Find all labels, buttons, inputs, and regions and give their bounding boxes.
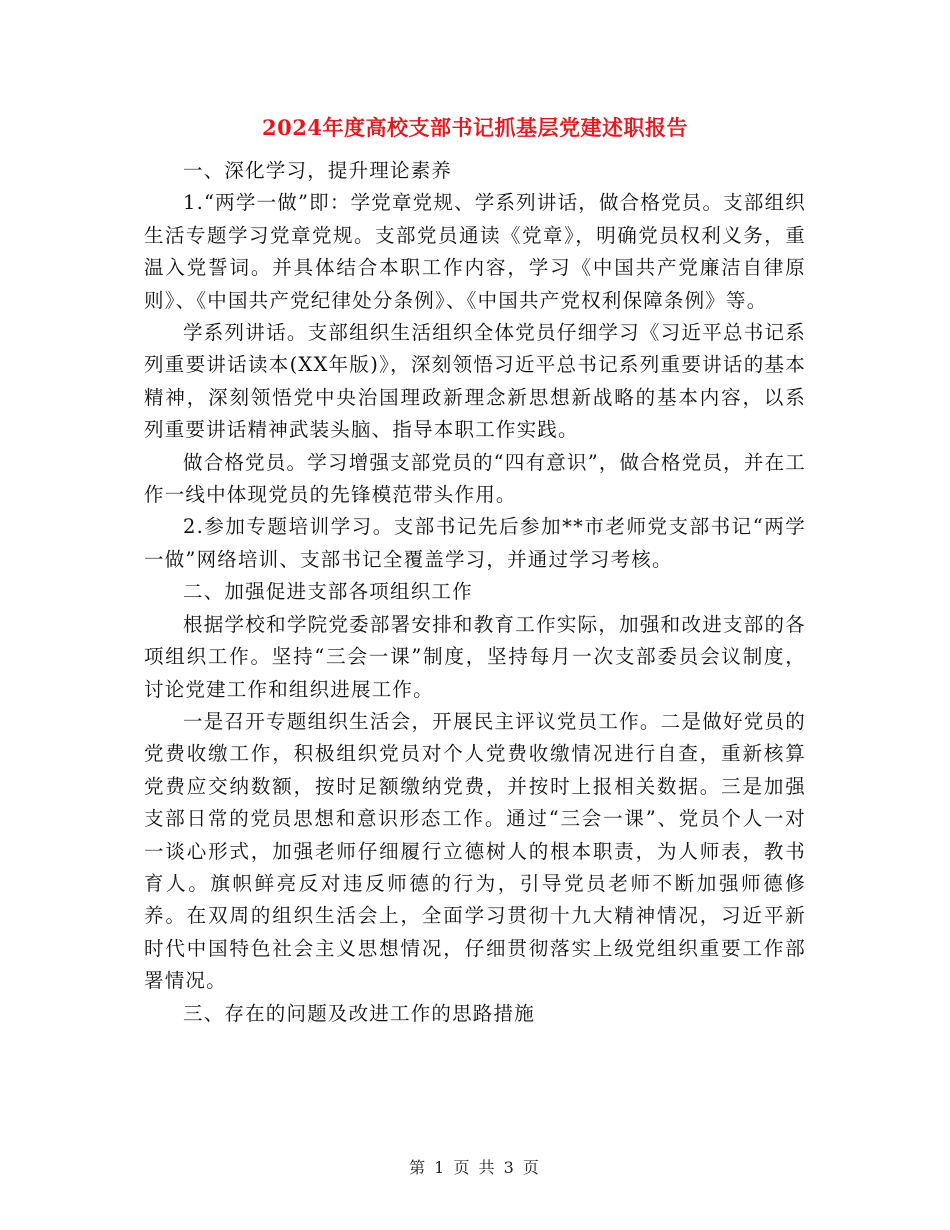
document-body [144,155,806,1030]
paragraph: 根据学校和学院党委部署安排和教育工作实际，加强和改进支部的各项组织工作。坚持“三会一课”制度，坚持每月一次支部委员会议制度，讨论党建工作和组织进展工作。 [144,612,806,701]
page-footer: 第 1 页 共 3 页 [409,1158,541,1177]
paragraph: 2.参加专题培训学习。支部书记先后参加**市老师党支部书记“两学一做”网络培训、支部书记全覆盖学习，并通过学习考核。 [144,515,806,571]
paragraph: 学系列讲话。支部组织生活组织全体党员仔细学习《习近平总书记系列重要讲话读本(XX年版)》，深刻领悟习近平总书记系列重要讲话的基本精神，深刻领悟党中央治国理政新理念新思想新战略的基本内容，以系列重要讲话精神武装头脑、指导本职工作实践。 [144,321,806,442]
section-heading-2: 二、加强促进支部各项组织工作 [183,580,473,604]
paragraph: 做合格党员。学习增强支部党员的“四有意识”，做合格党员，并在工作一线中体现党员的先锋模范带头作用。 [144,450,806,507]
paragraph: 一是召开专题组织生活会，开展民主评议党员工作。二是做好党员的党费收缴工作，积极组织党员对个人党费收缴情况进行自查，重新核算党费应交纳数额，按时足额缴纳党费，并按时上报相关数据。三是加强支部日常的党员思想和意识形态工作。通过“三会一课”、党员个人一对一谈心形式，加强老师仔细履行立德树人的根本职责，为人师表，教书育人。旗帜鲜亮反对违反师德的行为，引导党员老师不断加强师德修养。在双周的组织生活会上，全面学习贯彻十九大精神情况，习近平新时代中国特色社会主义思想情况，仔细贯彻落实上级党组织重要工作部署情况。 [144,709,806,993]
document-title: 2024年度高校支部书记抓基层党建述职报告 [262,115,688,140]
paragraph: 1.“两学一做”即：学党章党规、学系列讲话，做合格党员。支部组织生活专题学习党章党规。支部党员通读《党章》，明确党员权利义务，重温入党誓词。并具体结合本职工作内容，学习《中国共产党廉洁自律原则》、《中国共产党纪律处分条例》、《中国共产党权利保障条例》等。 [144,191,806,312]
section-heading-1: 一、深化学习，提升理论素养 [183,159,453,182]
section-heading-3: 三、存在的问题及改进工作的思路措施 [183,1001,535,1025]
